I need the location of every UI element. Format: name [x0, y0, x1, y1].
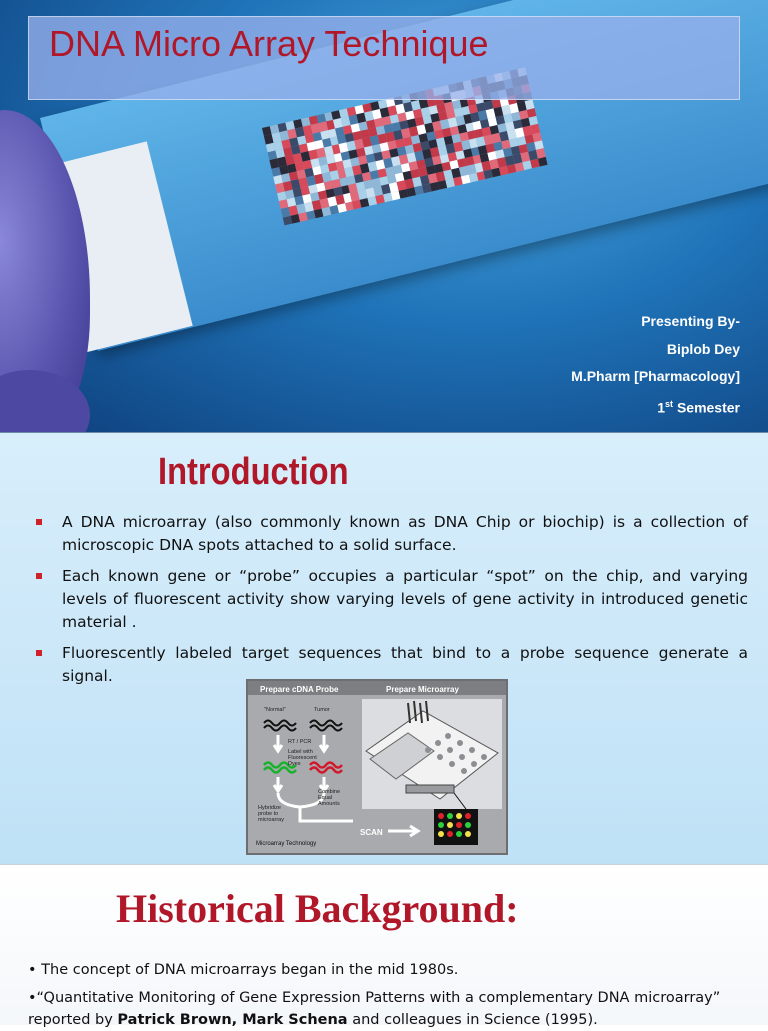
figure-left-header: Prepare cDNA Probe: [260, 685, 339, 694]
figure-right-header: Prepare Microarray: [386, 685, 459, 694]
presenter-info: [571, 308, 740, 422]
title-banner: [28, 16, 740, 100]
historical-background-slide: [0, 864, 768, 1028]
bullet-item: A DNA microarray (also commonly known as DNA Chip or biochip) is a collection of microscopic DNA spots attached to a solid surface.: [36, 511, 748, 557]
figure-scan-label: SCAN: [360, 828, 383, 837]
history-line-1: • The concept of DNA microarrays began in the mid 1980s.: [28, 962, 459, 978]
introduction-slide: [0, 432, 768, 865]
figure-dye-label: Label with Fluorescent Dyes: [288, 749, 317, 767]
presenter-label: Presenting By-: [641, 313, 740, 329]
figure-normal-label: "Normal": [264, 707, 286, 713]
figure-hybridize-label: Hybridize probe to microarray: [258, 805, 284, 823]
presenter-semester: 1st Semester: [657, 398, 740, 416]
author-mark-schena: Mark Schena: [242, 1012, 348, 1028]
presenter-name: Biplob Dey: [666, 340, 740, 357]
figure-combine-label: Combine Equal Amounts: [318, 789, 341, 807]
introduction-bullet-list: [36, 511, 748, 696]
slide-title: DNA Micro Array Technique: [49, 23, 489, 64]
history-line-2: •“Quantitative Monitoring of Gene Expression Patterns with a complementary DNA microarray” reported by Patrick Brown, Mark Schena and colleagues in Science (1995).: [28, 990, 721, 1028]
title-slide: [0, 0, 768, 432]
presenter-course: M.Pharm [Pharmacology]: [571, 368, 740, 384]
bullet-item: Each known gene or “probe” occupies a particular “spot” on the chip, and varying levels of fluorescent activity show varying levels of gene activity in introduced genetic material .: [36, 565, 748, 634]
microarray-technology-figure: [246, 679, 508, 855]
figure-rtpcr-label: RT / PCR: [288, 739, 312, 745]
figure-tumor-label: Tumor: [314, 707, 330, 713]
figure-footer: Microarray Technology: [256, 841, 317, 847]
author-patrick-brown: Patrick Brown: [117, 1012, 232, 1028]
bullet-item: Fluorescently labeled target sequences that bind to a probe sequence generate a signal.: [36, 642, 748, 688]
introduction-heading: Introduction: [158, 451, 349, 493]
historical-background-heading: Historical Background:: [116, 886, 519, 931]
